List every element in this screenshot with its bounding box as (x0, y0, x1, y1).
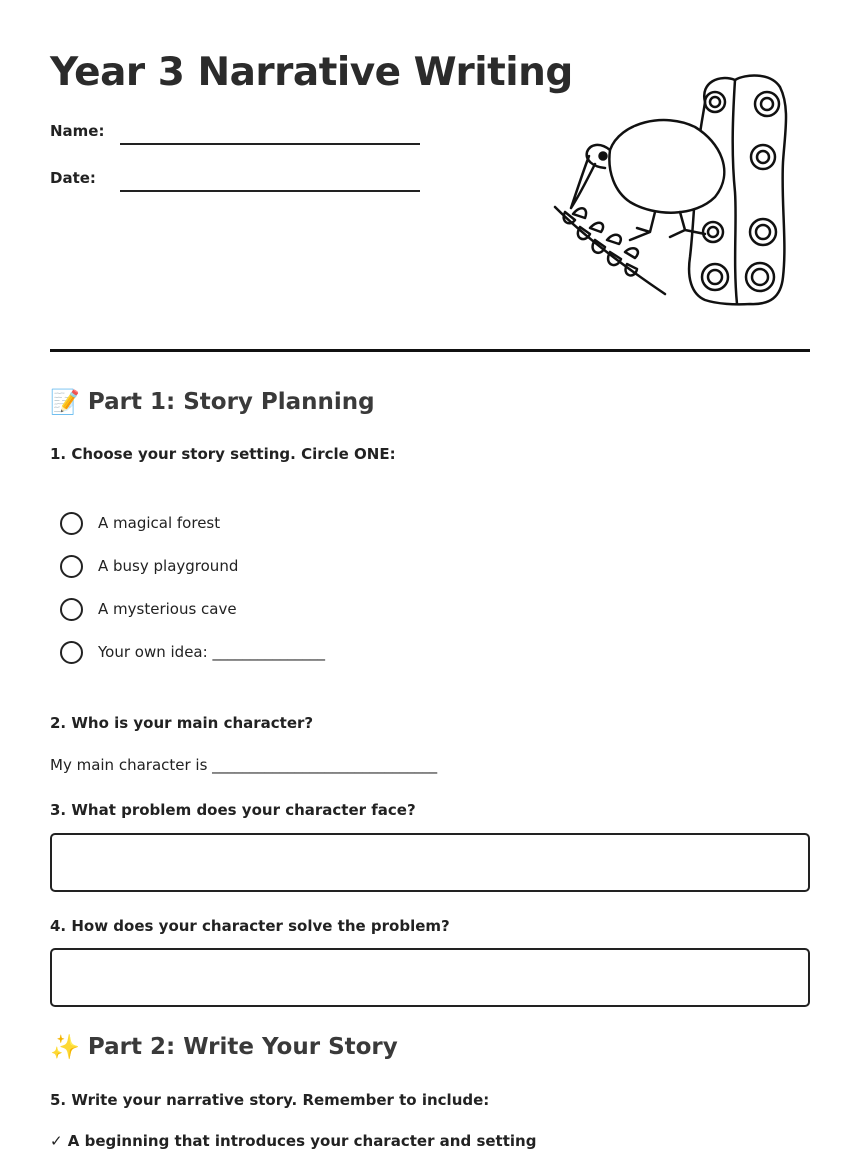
part2-heading (50, 1033, 398, 1061)
part2-title: Part 2: Write Your Story (87, 1034, 398, 1060)
question-5: 5. Write your narrative story. Remember to include: (50, 1091, 490, 1109)
solution-answer-box[interactable] (50, 948, 810, 1007)
part1-title: Part 1: Story Planning (87, 389, 375, 415)
setting-option-3[interactable]: A mysterious cave (60, 597, 237, 621)
setting-option-2[interactable]: A busy playground (60, 554, 238, 578)
setting-option-4[interactable]: Your own idea: _______________ (60, 640, 325, 664)
name-label: Name: (50, 122, 105, 140)
date-line[interactable] (120, 190, 420, 192)
worksheet-title: Year 3 Narrative Writing (50, 50, 573, 95)
radio-circle-icon[interactable] (60, 512, 83, 535)
kiwi-bird-carving-icon (545, 72, 795, 312)
name-line[interactable] (120, 143, 420, 145)
radio-circle-icon[interactable] (60, 598, 83, 621)
radio-circle-icon[interactable] (60, 641, 83, 664)
main-character-line[interactable]: My main character is ______________________________ (50, 756, 438, 774)
setting-option-1[interactable]: A magical forest (60, 511, 220, 535)
question-4: 4. How does your character solve the problem? (50, 917, 450, 935)
date-label: Date: (50, 169, 96, 187)
memo-icon: 📝 (50, 388, 80, 416)
question-3: 3. What problem does your character face? (50, 801, 416, 819)
radio-circle-icon[interactable] (60, 555, 83, 578)
part1-heading (50, 388, 375, 416)
header-divider (50, 349, 810, 352)
question-2: 2. Who is your main character? (50, 714, 314, 732)
checklist-item-1: ✓ A beginning that introduces your character and setting (50, 1132, 537, 1150)
sparkles-icon: ✨ (50, 1033, 80, 1061)
question-1: 1. Choose your story setting. Circle ONE: (50, 445, 396, 463)
problem-answer-box[interactable] (50, 833, 810, 892)
